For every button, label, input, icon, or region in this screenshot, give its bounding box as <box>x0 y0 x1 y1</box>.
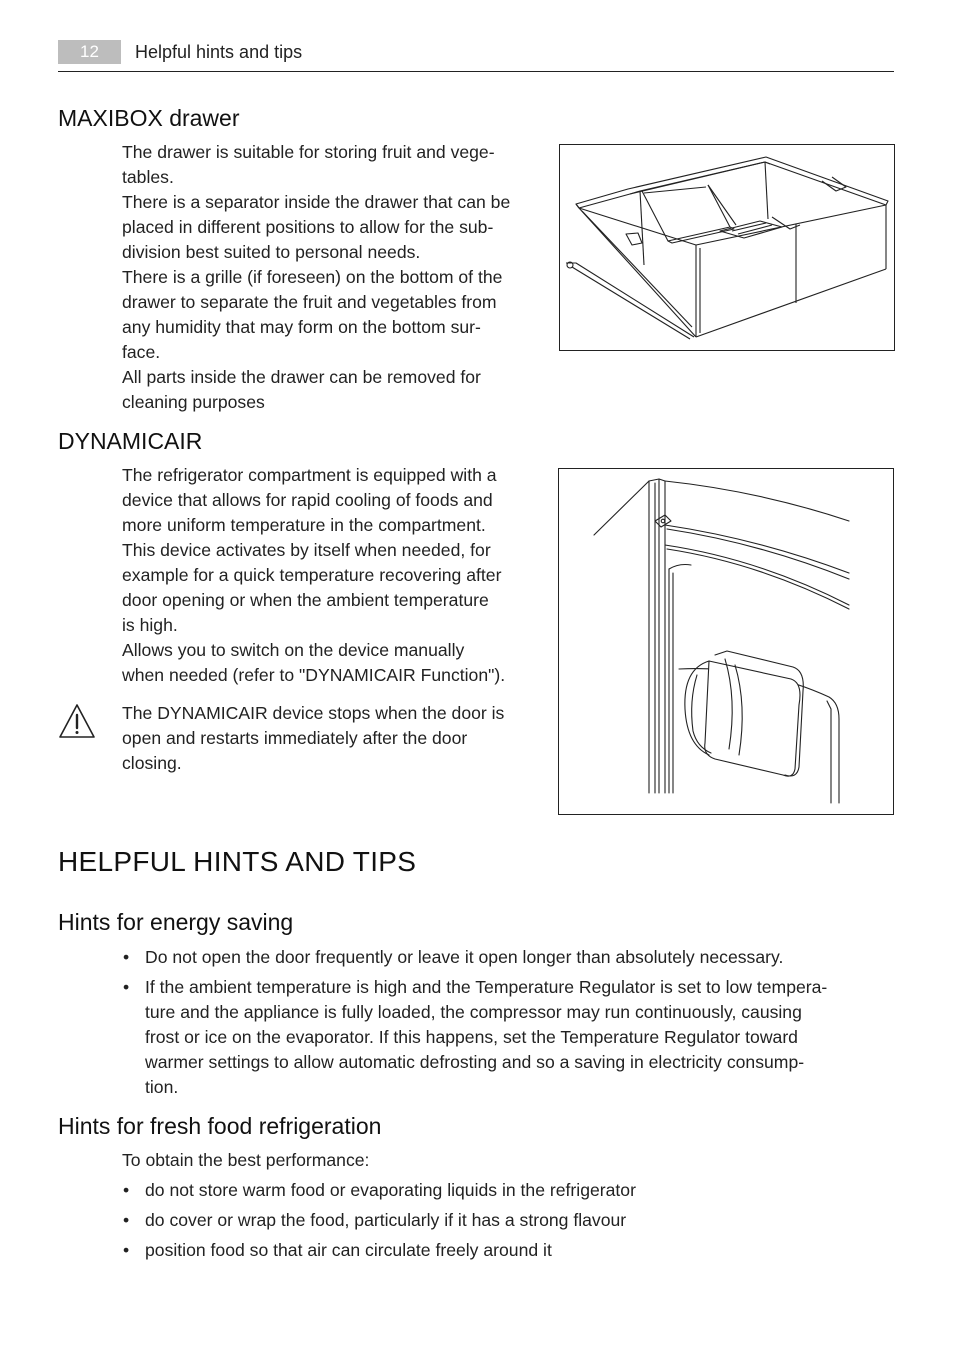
list-item: • If the ambient temperature is high and the Temperature Regulator is set to low tempera- ture and the appliance is fully loaded, the compressor may run continuously, causing frost or ice on the evaporator. If this happens, set the Temperature Regulator toward warmer settings to allow automatic defrosting and so a saving in electricity consump- tion. <box>122 975 896 1100</box>
section-title: HELPFUL HINTS AND TIPS <box>58 846 417 877</box>
dynamicair-line: when needed (refer to "DYNAMICAIR Function"). <box>122 665 506 685</box>
dynamicair-line: more uniform temperature in the compartment. <box>122 515 486 535</box>
list-item: • do not store warm food or evaporating liquids in the refrigerator <box>122 1178 896 1203</box>
dynamicair-text <box>122 463 505 688</box>
fresh-intro: To obtain the best performance: <box>122 1150 370 1170</box>
fresh-bullet-list <box>122 1178 896 1268</box>
energy-heading: Hints for energy saving <box>58 909 294 935</box>
maxibox-line: tables. <box>122 167 174 187</box>
fresh-heading: Hints for fresh food refrigeration <box>58 1113 382 1139</box>
maxibox-line: All parts inside the drawer can be removed for <box>122 367 481 387</box>
maxibox-heading: MAXIBOX drawer <box>58 105 240 131</box>
warning-line: The DYNAMICAIR device stops when the door is <box>122 703 505 723</box>
list-item: • position food so that air can circulate freely around it <box>122 1238 896 1263</box>
page-number: 12 <box>58 40 121 64</box>
drawer-illustration <box>559 144 895 351</box>
maxibox-line: The drawer is suitable for storing fruit and vege- <box>122 142 495 162</box>
warning-triangle-icon <box>58 703 96 739</box>
maxibox-line: cleaning purposes <box>122 392 265 412</box>
page-header <box>58 40 894 72</box>
dynamicair-line: door opening or when the ambient temperature <box>122 590 489 610</box>
dynamicair-illustration <box>558 468 894 815</box>
dynamicair-line: example for a quick temperature recovering after <box>122 565 502 585</box>
running-header-title: Helpful hints and tips <box>135 42 303 62</box>
maxibox-line: There is a separator inside the drawer that can be <box>122 192 511 212</box>
dynamicair-line: This device activates by itself when needed, for <box>122 540 491 560</box>
maxibox-line: drawer to separate the fruit and vegetables from <box>122 292 497 312</box>
dynamicair-warning-text <box>122 701 504 776</box>
dynamicair-heading: DYNAMICAIR <box>58 428 203 454</box>
maxibox-line: any humidity that may form on the bottom sur- <box>122 317 481 337</box>
warning-line: closing. <box>122 753 182 773</box>
dynamicair-line: device that allows for rapid cooling of foods and <box>122 490 493 510</box>
warning-line: open and restarts immediately after the door <box>122 728 468 748</box>
maxibox-line: There is a grille (if foreseen) on the bottom of the <box>122 267 503 287</box>
list-item: • Do not open the door frequently or leave it open longer than absolutely necessary. <box>122 945 896 970</box>
dynamicair-line: Allows you to switch on the device manually <box>122 640 465 660</box>
maxibox-line: face. <box>122 342 161 362</box>
maxibox-line: placed in different positions to allow for the sub- <box>122 217 494 237</box>
energy-bullet-list <box>122 945 896 1105</box>
list-item: • do cover or wrap the food, particularly if it has a strong flavour <box>122 1208 896 1233</box>
dynamicair-line: is high. <box>122 615 178 635</box>
maxibox-line: division best suited to personal needs. <box>122 242 421 262</box>
maxibox-text <box>122 140 510 415</box>
dynamicair-line: The refrigerator compartment is equipped with a <box>122 465 497 485</box>
